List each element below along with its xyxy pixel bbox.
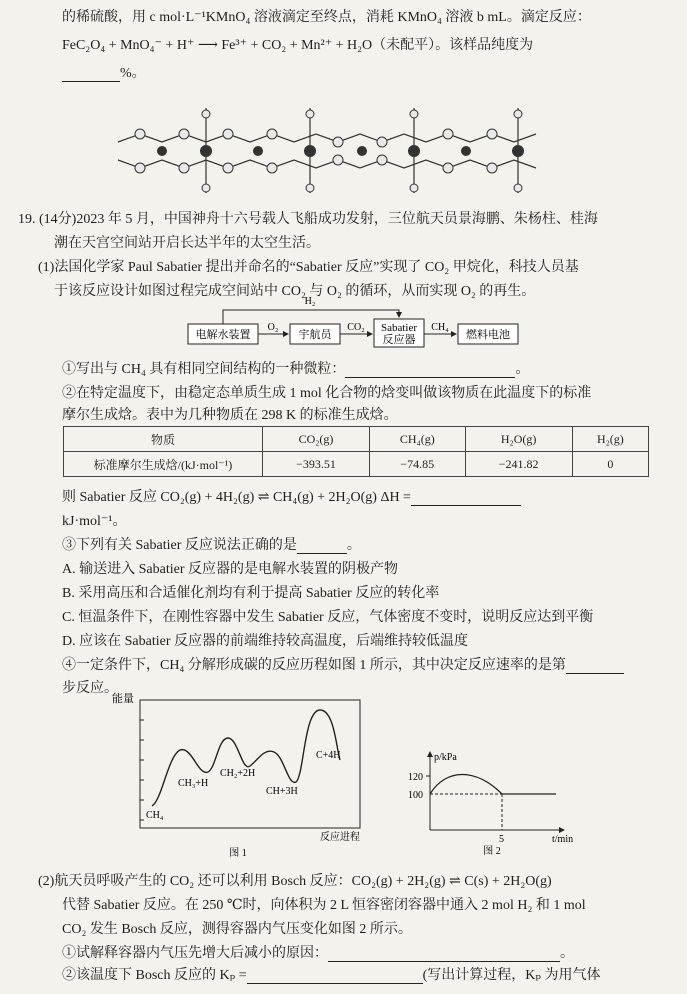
top-text-line2: FeC₂O₄ + MnO₄⁻ + H⁺ ⟶ Fe³⁺ + CO₂ + Mn²⁺ + H₂O（未配平）。该样品纯度为 <box>62 38 534 53</box>
chain-structure-figure <box>110 98 550 198</box>
fig2-ytick-100: 100 <box>408 790 423 801</box>
fig2-pressure-curve <box>430 775 556 795</box>
table-cell: −393.51 <box>262 452 369 477</box>
q19-intro-line1: 19. (14分)2023 年 5 月，中国神舟十六号载人飞船成功发射，三位航天员景海鹏、朱杨柱、桂海 <box>18 212 598 227</box>
fig2-ytick-120: 120 <box>408 772 423 783</box>
sub3-blank[interactable] <box>297 539 347 554</box>
sabatier-flow-diagram <box>180 292 530 354</box>
fig2-ylabel: p/kPa <box>434 752 457 763</box>
p2-sub1-blank[interactable] <box>328 947 560 962</box>
percent-suffix: %。 <box>120 66 146 81</box>
electrolysis-label: 电解水装置 <box>195 329 251 341</box>
fig1-label-ch3h2: CH+3H <box>266 786 298 797</box>
fig1-frame <box>140 700 360 828</box>
arrow-o2-label: O₂ <box>267 322 279 333</box>
table-header-cell: CH₄(g) <box>370 427 465 452</box>
table-row <box>64 452 649 477</box>
option-d: D. 应该在 Sabatier 反应器的前端维持较高温度，后端维持较低温度 <box>62 634 468 649</box>
fig1-label-ch4: CH₄ <box>146 810 164 821</box>
sub3-line <box>62 534 361 554</box>
fig1-label-ch3h: CH₃+H <box>178 778 209 789</box>
dh-blank[interactable] <box>411 491 521 506</box>
sub4-line2: 步反应。 <box>62 681 118 696</box>
fig1-label-ch22h: CH₂+2H <box>220 768 256 779</box>
sub4-blank[interactable] <box>566 659 624 674</box>
table-header-cell: H₂(g) <box>572 427 648 452</box>
sabatier-label-1: Sabatier <box>380 322 418 334</box>
p2-line1: (2)航天员呼吸产生的 CO₂ 还可以利用 Bosch 反应：CO₂(g) + 2H₂(g) ⇌ C(s) + 2H₂O(g) <box>38 874 552 889</box>
p2-sub2-end: (写出计算过程，Kₚ 为用气体 <box>422 968 601 983</box>
fuel-cell-label: 燃料电池 <box>466 329 510 341</box>
table-cell: 0 <box>572 452 648 477</box>
sub2-line2: 摩尔生成焓。表中为几种物质在 298 K 的标准生成焓。 <box>62 408 398 423</box>
table-header-cell: CO₂(g) <box>262 427 369 452</box>
fig2-xlabel: t/min <box>552 834 574 845</box>
p2-line2: 代替 Sabatier 反应。在 250 ℃时，向体积为 2 L 恒容密闭容器中通入 2 mol H₂ 和 1 mol <box>62 898 586 913</box>
enthalpy-table <box>63 426 649 477</box>
sub1-blank[interactable] <box>345 363 515 378</box>
arrow-co2-label: CO₂ <box>347 322 365 333</box>
option-c: C. 恒温条件下，在刚性容器中发生 Sabatier 反应，气体密度不变时，说明反应达到平衡 <box>62 610 594 625</box>
sabatier-label-2: 反应器 <box>382 334 416 346</box>
sub3-end: 。 <box>346 538 361 553</box>
fig1-xlabel: 反应进程 <box>320 832 360 843</box>
sub4-line1 <box>62 654 624 674</box>
chain-bonds <box>118 108 536 193</box>
top-text-line3 <box>62 62 146 82</box>
table-header-cell: 物质 <box>64 427 263 452</box>
fig2-xtick-5: 5 <box>499 834 504 845</box>
arrow-ch4-label: CH₄ <box>431 322 449 333</box>
fig1-caption: 图 1 <box>229 848 247 859</box>
astronaut-label: 宇航员 <box>298 329 332 341</box>
table-header-row <box>64 427 649 452</box>
sub2-equation <box>62 486 521 506</box>
sub4-text: ④一定条件下，CH₄ 分解形成碳的反应历程如图 1 所示，其中决定反应速率的是第 <box>62 658 566 673</box>
option-b: B. 采用高压和合适催化剂均有利于提高 Sabatier 反应的转化率 <box>62 586 440 601</box>
arrow-h2-label: H₂ <box>304 296 316 307</box>
sub1-end: 。 <box>515 362 530 377</box>
sub2-eq-text: 则 Sabatier 反应 CO₂(g) + 4H₂(g) ⇌ CH₄(g) + 2H₂O(g) ΔH = <box>62 490 411 505</box>
fig1-label-c4h: C+4H <box>316 750 341 761</box>
table-cell: −74.85 <box>370 452 465 477</box>
table-header-cell: H₂O(g) <box>465 427 572 452</box>
p2-sub2 <box>62 964 600 984</box>
q19-part1-line2: 于该反应设计如图过程完成空间站中 CO₂ 与 O₂ 的循环，从而实现 O₂ 的再生。 <box>54 284 536 299</box>
kp-blank[interactable] <box>247 969 423 984</box>
p2-sub2-text: ②该温度下 Bosch 反应的 Kₚ = <box>62 968 247 983</box>
figure-2-pressure-time <box>406 746 576 858</box>
p2-sub1 <box>62 942 574 962</box>
p2-line3: CO₂ 发生 Bosch 反应，测得容器内气压变化如图 2 所示。 <box>62 922 412 937</box>
p2-sub1-text: ①试解释容器内气压先增大后减小的原因： <box>62 946 328 961</box>
sub2-line1: ②在特定温度下，由稳定态单质生成 1 mol 化合物的焓变叫做该物质在此温度下的标准 <box>62 386 592 401</box>
p2-sub1-end: 。 <box>560 946 574 961</box>
figure-1-energy-profile <box>108 690 368 862</box>
q19-part1-line1: (1)法国化学家 Paul Sabatier 提出并命名的“Sabatier 反应”实现了 CO₂ 甲烷化，科技人员基 <box>38 260 579 275</box>
q19-intro-line2: 潮在天宫空间站开启长达半年的太空生活。 <box>54 236 320 251</box>
fig1-ylabel: 能量 <box>112 693 134 705</box>
sub1-text: ①写出与 CH₄ 具有相同空间结构的一种微粒： <box>62 362 346 377</box>
fig2-caption: 图 2 <box>483 846 501 857</box>
sub2-unit: kJ·mol⁻¹。 <box>62 514 127 529</box>
fig1-energy-curve <box>152 710 340 806</box>
table-cell: 标准摩尔生成焓/(kJ·mol⁻¹) <box>64 452 263 477</box>
answer-blank[interactable] <box>62 67 120 82</box>
top-text-line1: 的稀硫酸，用 c mol·L⁻¹KMnO₄ 溶液滴定至终点，消耗 KMnO₄ 溶液 b mL。滴定反应： <box>62 10 591 25</box>
sub3-text: ③下列有关 Sabatier 反应说法正确的是 <box>62 538 297 553</box>
table-cell: −241.82 <box>465 452 572 477</box>
option-a: A. 输送进入 Sabatier 反应器的是电解水装置的阴极产物 <box>62 562 398 577</box>
sub1-line <box>62 358 529 378</box>
